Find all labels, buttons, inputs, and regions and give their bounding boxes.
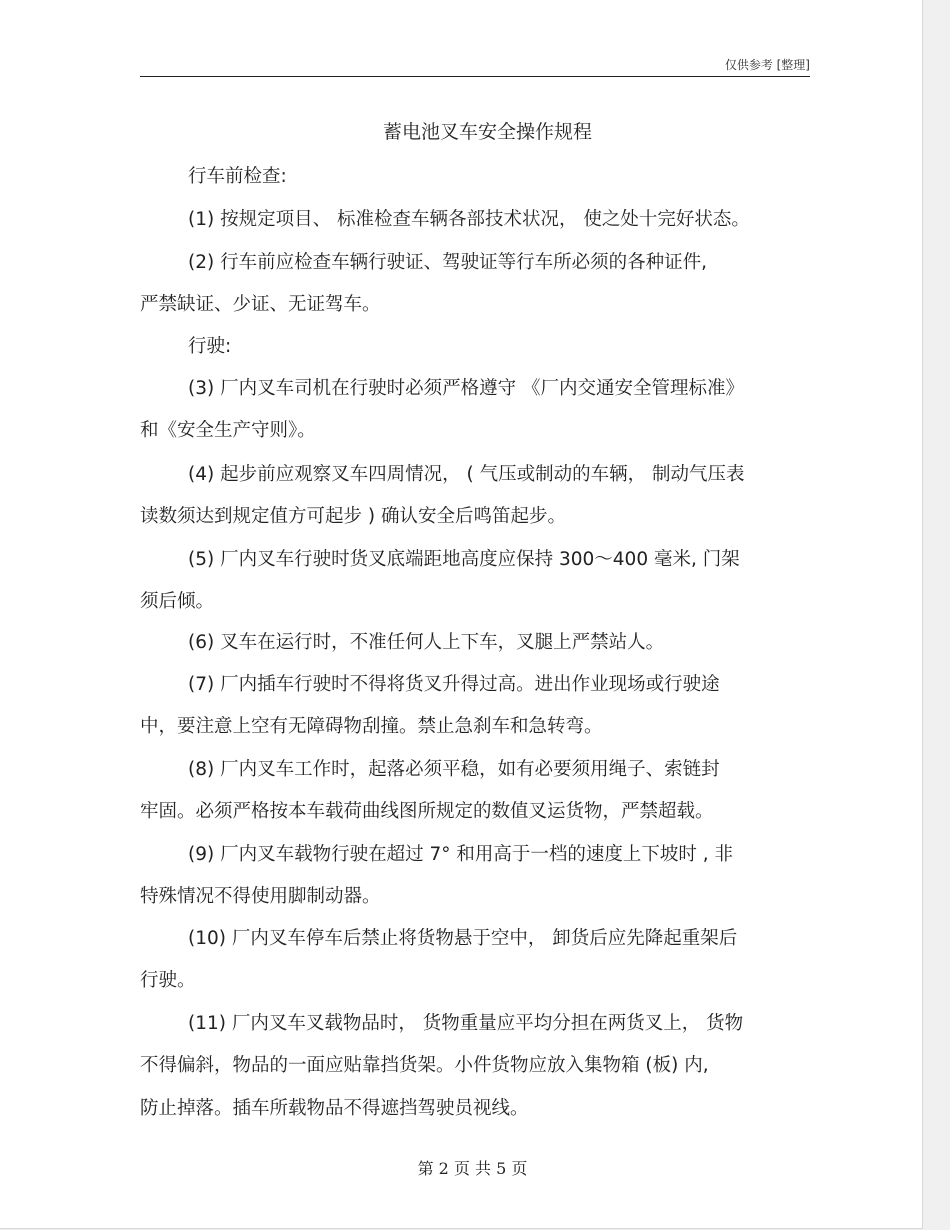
paragraph-line: (9) 厂内叉车载物行驶在超过 7° 和用高于一档的速度上下坡时 , 非 — [188, 844, 734, 865]
paragraph-line: (5) 厂内叉车行驶时货叉底端距地高度应保持 300～400 毫米, 门架 — [188, 549, 740, 570]
paragraph-line: 中，要注意上空有无障碍物刮撞。禁止急刹车和急转弯。 — [140, 716, 603, 737]
paragraph-line: 特殊情况不得使用脚制动器。 — [140, 886, 381, 907]
paragraph-line: (4) 起步前应观察叉车四周情况， ( 气压或制动的车辆， 制动气压表 — [188, 464, 745, 485]
paragraph-line: (7) 厂内插车行驶时不得将货叉升得过高。进出作业现场或行驶途 — [188, 674, 720, 695]
paragraph-line: 读数须达到规定值方可起步 ) 确认安全后鸣笛起步。 — [140, 506, 566, 527]
paragraph-line: (1) 按规定项目、 标准检查车辆各部技术状况， 使之处十完好状态。 — [188, 209, 750, 230]
header-note: 仅供参考 [整理] — [724, 58, 810, 72]
paragraph-line: (10) 厂内叉车停车后禁止将货物悬于空中， 卸货后应先降起重架后 — [188, 928, 738, 949]
page-number: 第 2 页 共 5 页 — [417, 1159, 528, 1178]
paragraph-line: 和《安全生产守则》。 — [140, 420, 316, 441]
paragraph-line: (6) 叉车在运行时，不准任何人上下车，叉腿上严禁站人。 — [188, 632, 665, 653]
paragraph-line: (11) 厂内叉车叉载物品时， 货物重量应平均分担在两货叉上， 货物 — [188, 1013, 744, 1034]
paragraph-line: 牢固。必须严格按本车载荷曲线图所规定的数值叉运货物，严禁超载。 — [140, 801, 714, 822]
header-rule — [140, 76, 810, 77]
section-heading-pre-check: 行车前检查: — [188, 166, 287, 187]
paragraph-line: (3) 厂内叉车司机在行驶时必须严格遵守 《厂内交通安全管理标准》 — [188, 378, 744, 399]
paragraph-line: (8) 厂内叉车工作时，起落必须平稳，如有必要须用绳子、索链封 — [188, 759, 720, 780]
paragraph-line: 行驶。 — [140, 970, 196, 991]
paragraph-line: (2) 行车前应检查车辆行驶证、驾驶证等行车所必须的各种证件, — [188, 252, 707, 273]
paragraph-line: 须后倾。 — [140, 591, 215, 612]
document-title: 蓄电池叉车安全操作规程 — [382, 121, 592, 143]
paragraph-line: 不得偏斜，物品的一面应贴靠挡货架。小件货物应放入集物箱 (板) 内, — [140, 1055, 709, 1076]
paragraph-line: 严禁缺证、少证、无证驾车。 — [140, 294, 381, 315]
paragraph-line: 防止掉落。插车所载物品不得遮挡驾驶员视线。 — [140, 1098, 529, 1119]
section-heading-driving: 行驶: — [188, 336, 232, 357]
